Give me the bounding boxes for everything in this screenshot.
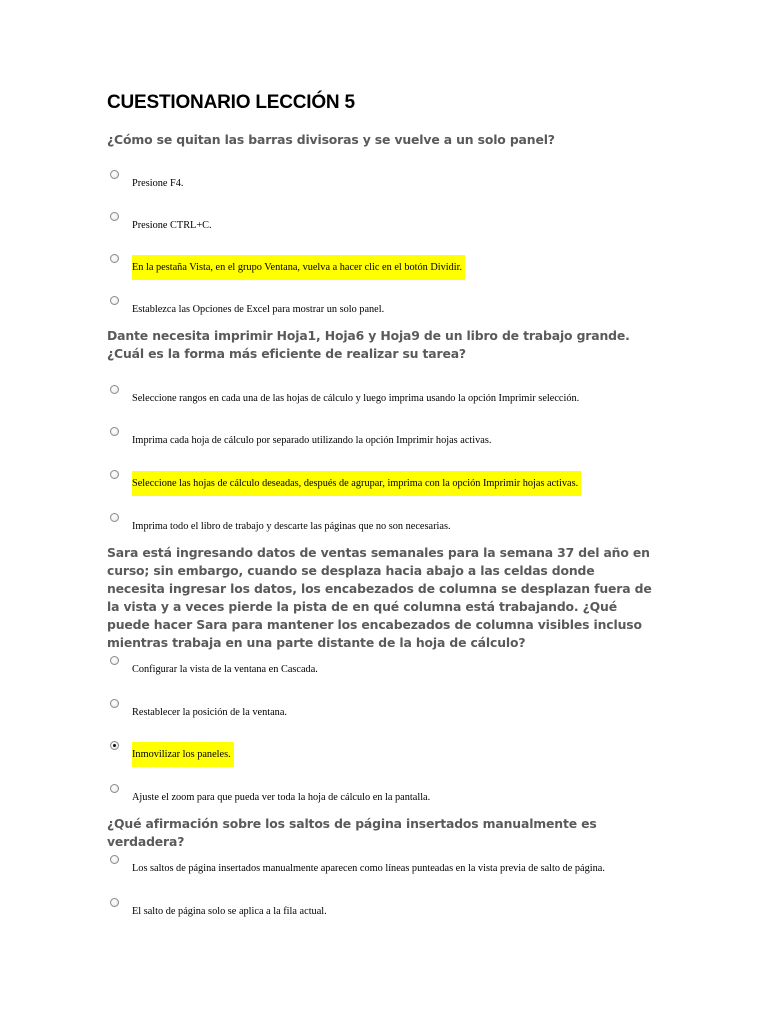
- option-label: Imprima cada hoja de cálculo por separado utilizando la opción Imprimir hojas activas.: [132, 435, 492, 446]
- radio-button[interactable]: [110, 296, 119, 305]
- option-label: Los saltos de página insertados manualmente aparecen como líneas punteadas en la vista previa de salto de página.: [132, 863, 605, 874]
- question-2: Dante necesita imprimir Hoja1, Hoja6 y Hoja9 de un libro de trabajo grande. ¿Cuál es la forma más eficiente de realizar su tarea?: [107, 328, 630, 361]
- answer-option[interactable]: [108, 513, 708, 537]
- option-label: Presione F4.: [132, 178, 184, 189]
- radio-button[interactable]: [110, 513, 119, 522]
- option-label-highlighted: Inmovilizar los paneles.: [132, 742, 234, 767]
- option-label: Presione CTRL+C.: [132, 220, 212, 231]
- option-label: Restablecer la posición de la ventana.: [132, 707, 287, 718]
- answer-option[interactable]: [108, 855, 708, 879]
- page-title: CUESTIONARIO LECCIÓN 5: [107, 92, 355, 113]
- radio-button[interactable]: [110, 470, 119, 479]
- option-label: Ajuste el zoom para que pueda ver toda la hoja de cálculo en la pantalla.: [132, 792, 431, 803]
- option-label: Configurar la vista de la ventana en Cascada.: [132, 664, 318, 675]
- radio-button[interactable]: [110, 898, 119, 907]
- answer-option[interactable]: [108, 699, 708, 723]
- option-label: Seleccione rangos en cada una de las hojas de cálculo y luego imprima usando la opción Imprimir selección.: [132, 393, 580, 404]
- answer-option[interactable]: [108, 898, 708, 922]
- radio-button[interactable]: [110, 254, 119, 263]
- question-1: ¿Cómo se quitan las barras divisoras y se vuelve a un solo panel?: [107, 132, 555, 147]
- answer-option[interactable]: [108, 212, 708, 236]
- radio-button[interactable]: [110, 170, 119, 179]
- option-label: Establezca las Opciones de Excel para mostrar un solo panel.: [132, 304, 385, 315]
- answer-option[interactable]: [108, 470, 708, 494]
- option-label-highlighted: En la pestaña Vista, en el grupo Ventana, vuelva a hacer clic en el botón Dividir.: [132, 255, 465, 280]
- answer-option[interactable]: [108, 656, 708, 680]
- radio-button[interactable]: [110, 699, 119, 708]
- answer-option[interactable]: [108, 741, 708, 765]
- answer-option[interactable]: [108, 385, 708, 409]
- answer-option[interactable]: [108, 254, 708, 278]
- option-label: Imprima todo el libro de trabajo y descarte las páginas que no son necesarias.: [132, 521, 451, 532]
- radio-button[interactable]: [110, 784, 119, 793]
- answer-option[interactable]: [108, 296, 708, 320]
- answer-option[interactable]: [108, 427, 708, 451]
- radio-button[interactable]: [110, 212, 119, 221]
- answer-option[interactable]: [108, 170, 708, 194]
- radio-button-selected[interactable]: [110, 741, 119, 750]
- question-3: Sara está ingresando datos de ventas semanales para la semana 37 del año en curso; sin embargo, cuando se desplaza hacia abajo a las celdas donde necesita ingresar los datos, los encabezados de columna se desplazan fuera de la vista y a veces pierde la pista de en qué columna está trabajando. ¿Qué puede hacer Sara para mantener los encabezados de columna visibles incluso mientras trabaja en una parte distante de la hoja de cálculo?: [107, 545, 652, 650]
- radio-button[interactable]: [110, 656, 119, 665]
- option-label-highlighted: Seleccione las hojas de cálculo deseadas, después de agrupar, imprima con la opción Imprimir hojas activas.: [132, 471, 581, 496]
- option-label: El salto de página solo se aplica a la fila actual.: [132, 906, 327, 917]
- radio-button[interactable]: [110, 385, 119, 394]
- question-4: ¿Qué afirmación sobre los saltos de página insertados manualmente es verdadera?: [107, 816, 597, 849]
- radio-button[interactable]: [110, 427, 119, 436]
- radio-button[interactable]: [110, 855, 119, 864]
- answer-option[interactable]: [108, 784, 708, 808]
